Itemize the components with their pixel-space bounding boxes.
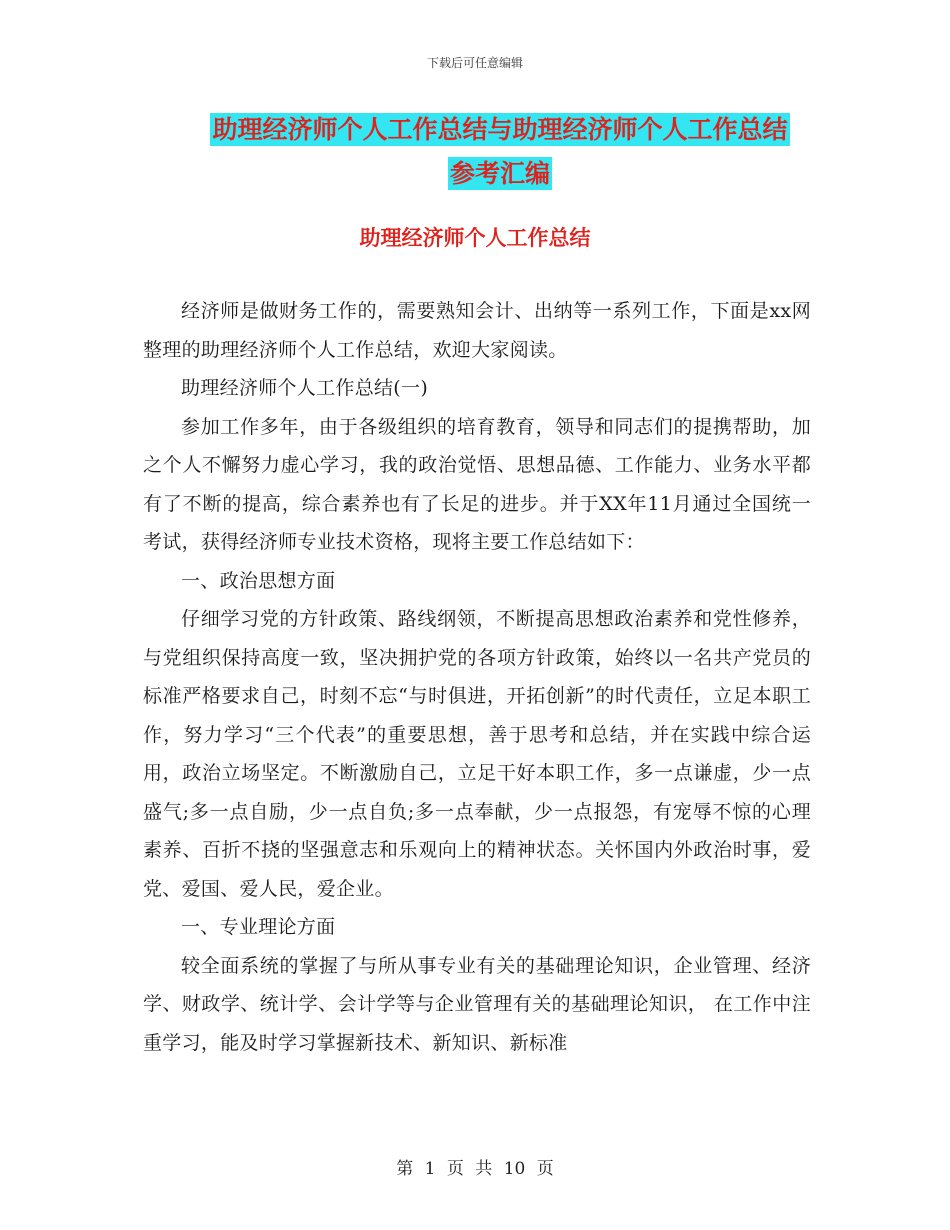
page-footer: 第 1 页 共 10 页 — [396, 1159, 554, 1179]
paragraph-theory: 较全面系统的掌握了与所从事专业有关的基础理论知识，企业管理、经济学、财政学、统计学、会计学等与企业管理有关的基础理论知识， 在工作中注重学习，能及时学习掌握新技术、新知识、新标准 — [143, 954, 811, 1054]
header-note: 下载后可任意编辑 — [426, 56, 523, 70]
document-title-line-2: 参考汇编 — [449, 159, 550, 188]
section-title: 助理经济师个人工作总结 — [359, 226, 591, 250]
document-title — [140, 108, 860, 196]
subheading-theory: 一、专业理论方面 — [181, 916, 336, 938]
document-title-line-1: 助理经济师个人工作总结与助理经济师个人工作总结 — [212, 115, 788, 144]
subheading-part-1: 助理经济师个人工作总结(一) — [181, 377, 429, 399]
subheading-political: 一、政治思想方面 — [181, 569, 336, 592]
paragraph-intro: 经济师是做财务工作的，需要熟知会计、出纳等一系列工作，下面是xx网整理的助理经济师个人工作总结，欢迎大家阅读。 — [143, 300, 811, 361]
paragraph-overview: 参加工作多年，由于各级组织的培育教育，领导和同志们的提携帮助，加之个人不懈努力虚心学习，我的政治觉悟、思想品德、工作能力、业务水平都有了不断的提高，综合素养也有了长足的进步。并于XX年11月通过全国统一考试，获得经济师专业技术资格，现将主要工作总结如下： — [143, 415, 811, 553]
document-body — [143, 292, 811, 1062]
paragraph-political: 仔细学习党的方针政策、路线纲领，不断提高思想政治素养和党性修养，与党组织保持高度一致，坚决拥护党的各项方针政策，始终以一名共产党员的标准严格要求自己，时刻不忘“与时俱进，开拓创新”的时代责任，立足本职工作，努力学习“三个代表”的重要思想，善于思考和总结，并在实践中综合运用，政治立场坚定。不断激励自己，立足干好本职工作，多一点谦虚，少一点盛气;多一点自励，少一点自负;多一点奉献，少一点报怨，有宠辱不惊的心理素养、百折不挠的坚强意志和乐观向上的精神状态。关怀国内外政治时事，爱党、爱国、爱人民，爱企业。 — [143, 608, 811, 900]
